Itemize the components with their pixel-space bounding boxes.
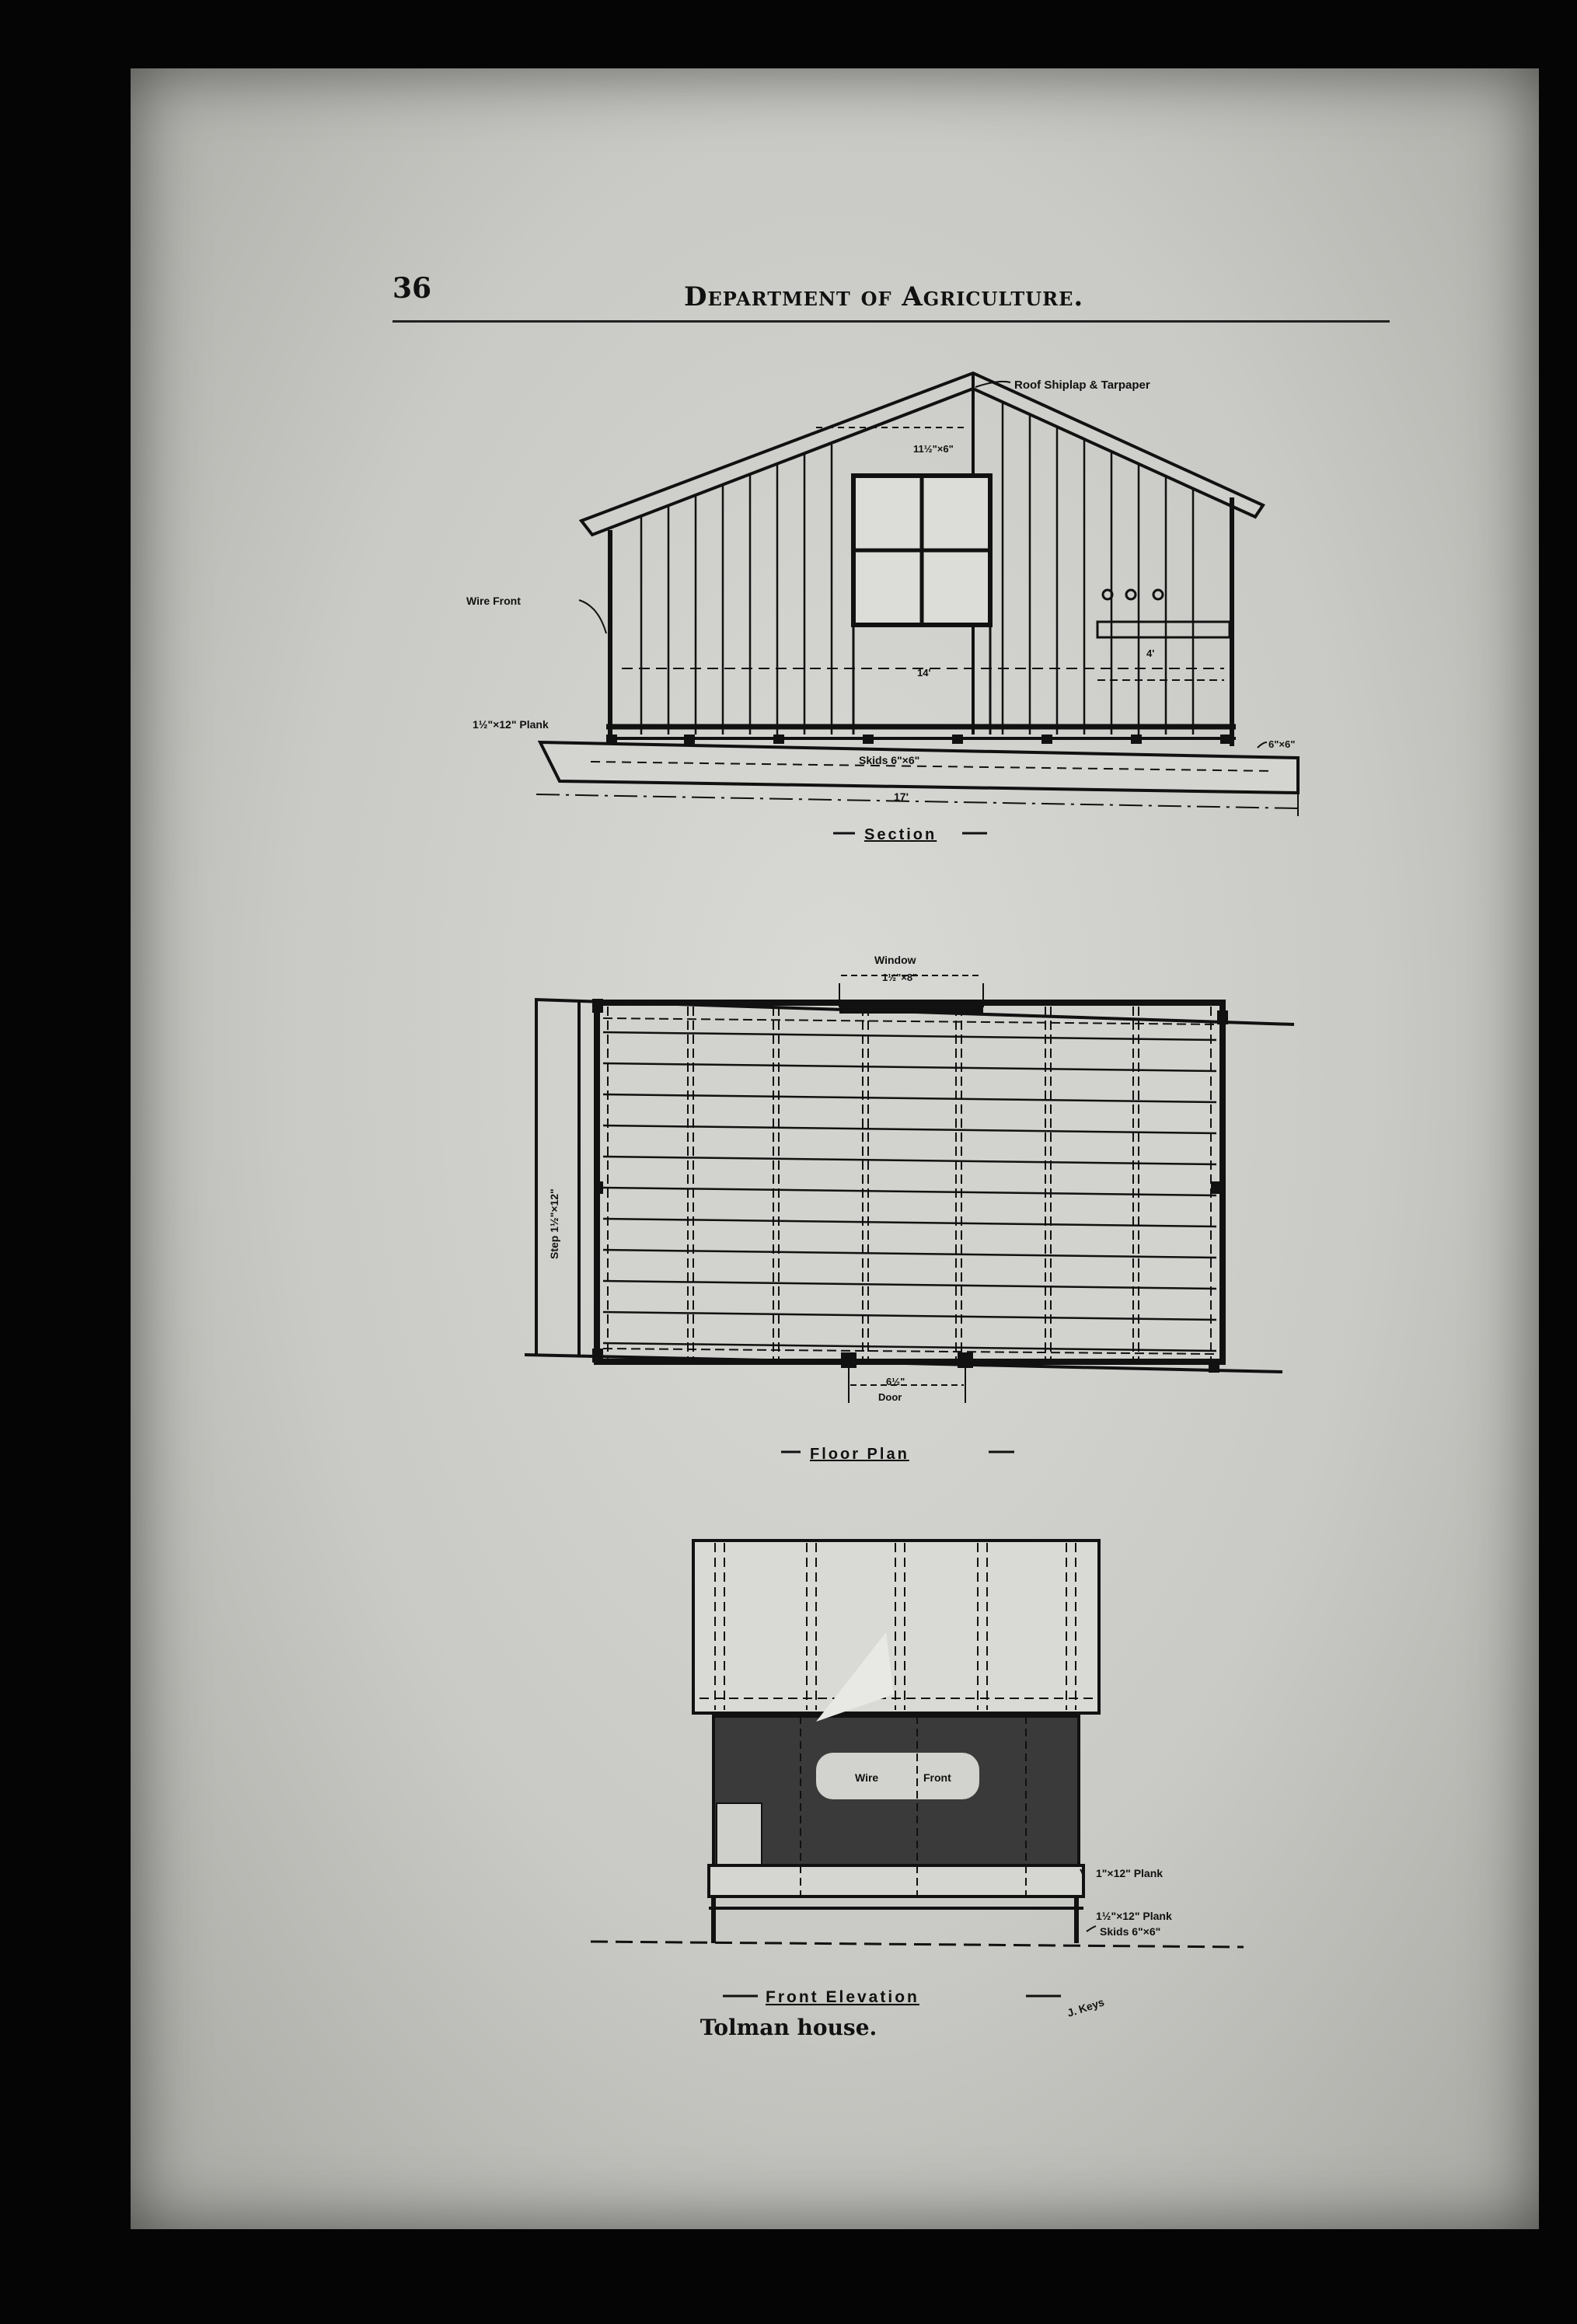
front-elevation (591, 1541, 1244, 1947)
signature: J. Keys (1065, 1995, 1106, 2019)
plank-1-label: 1"×12" Plank (1096, 1867, 1164, 1879)
window-label: Window (874, 954, 916, 966)
wire-front-label: Wire Front (466, 595, 521, 607)
section-view (536, 373, 1298, 816)
skids-label: Skids 6"×6" (859, 754, 920, 766)
overall-dimension-label: 17' (894, 790, 909, 803)
floor-plan (525, 975, 1294, 1403)
plank-2-label: 1½"×12" Plank (1096, 1910, 1172, 1922)
front-label: Front (923, 1771, 951, 1784)
door-size-label: 6½" (886, 1376, 905, 1387)
side-dimension-label: Step 1½"×12" (548, 1188, 560, 1259)
wire-label: Wire (855, 1771, 879, 1784)
floor-plan-title: Floor Plan (810, 1446, 909, 1463)
skid-size-label: 6"×6" (1268, 738, 1296, 750)
running-title: Department of Agriculture. (684, 281, 1084, 312)
figure-caption: Tolman house. (700, 2015, 877, 2040)
front-elevation-title: Front Elevation (766, 1988, 919, 2006)
section-title: Section (864, 826, 937, 843)
roof-label: Roof Shiplap & Tarpaper (1014, 379, 1150, 392)
plank-label: 1½"×12" Plank (473, 718, 549, 731)
skids-label: Skids 6"×6" (1100, 1925, 1161, 1938)
page-number: 36 (393, 272, 432, 305)
inner-dimension-label: 14' (917, 667, 931, 679)
door-label: Door (878, 1391, 902, 1403)
window-size-label: 1½"×8" (882, 972, 918, 983)
top-dimension-label: 11½"×6" (913, 443, 954, 455)
perch-dimension-label: 4' (1146, 647, 1155, 659)
